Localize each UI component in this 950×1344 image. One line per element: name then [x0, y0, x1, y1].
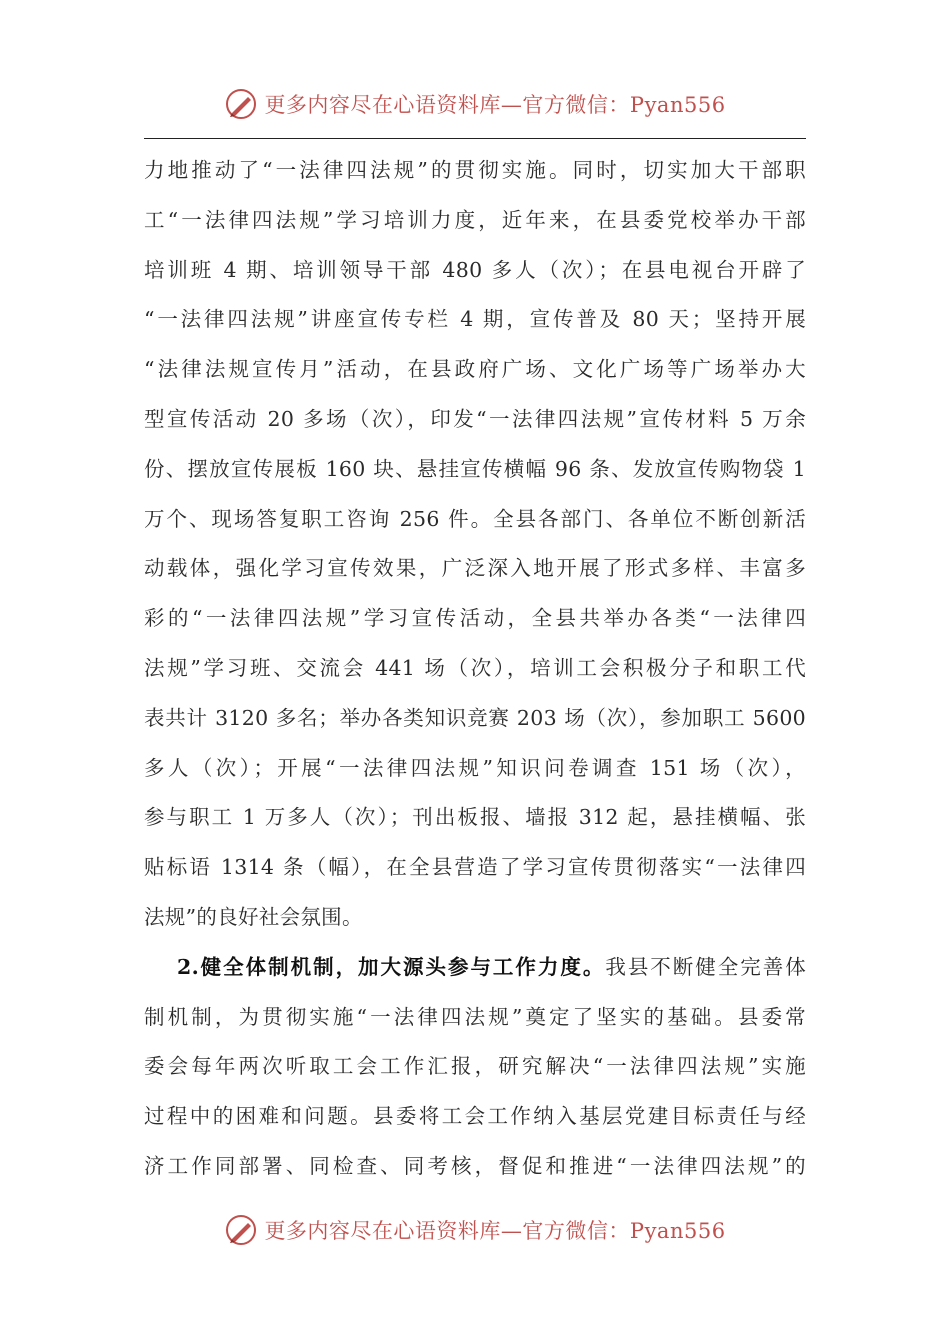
paragraph-line: 法规”的良好社会氛围。: [144, 904, 363, 929]
page-footer: [0, 1206, 950, 1254]
paragraph-line: 动载体，强化学习宣传效果，广泛深入地开展了形式多样、丰富多: [144, 556, 806, 581]
paragraph-line: 彩的“一法律四法规”学习宣传活动，全县共举办各类“一法律四: [144, 606, 806, 631]
paragraph-line: 法规”学习班、交流会 441 场（次），培训工会积极分子和职工代: [144, 655, 806, 680]
section-2-first-line: [144, 943, 806, 993]
paragraph-line: 贴标语 1314 条（幅），在全县营造了学习宣传贯彻落实“一法律四: [144, 855, 806, 880]
header-banner: [224, 87, 725, 121]
paragraph-line: 型宣传活动 20 多场（次），印发“一法律四法规”宣传材料 5 万余: [144, 406, 806, 431]
paragraph-line: 工“一法律四法规”学习培训力度，近年来，在县委党校举办干部: [144, 207, 806, 232]
paragraph-line: 万个、现场答复职工咨询 256 件。全县各部门、各单位不断创新活: [144, 506, 806, 531]
paragraph-line: 制机制，为贯彻实施“一法律四法规”奠定了坚实的基础。县委常: [144, 1004, 806, 1029]
document-body: [144, 146, 806, 1192]
pen-logo-icon: [224, 87, 258, 121]
paragraph-line: 过程中的困难和问题。县委将工会工作纳入基层党建目标责任与经: [144, 1104, 806, 1129]
paragraph-line: 参与职工 1 万多人（次）；刊出板报、墙报 312 起，悬挂横幅、张: [144, 805, 806, 830]
paragraph-line: 力地推动了“一法律四法规”的贯彻实施。同时，切实加大干部职: [144, 158, 806, 182]
paragraph-line: 多人（次）；开展“一法律四法规”知识问卷调查 151 场（次），: [144, 755, 806, 780]
paragraph-line: 委会每年两次听取工会工作汇报，研究解决“一法律四法规”实施: [144, 1054, 806, 1079]
section-2-heading: 2.健全体制机制，加大源头参与工作力度。: [177, 954, 606, 979]
section-2-text: 我县不断健全完善体: [605, 954, 806, 979]
paragraph-line: 培训班 4 期、培训领导干部 480 多人（次）；在县电视台开辟了: [144, 257, 806, 282]
header-banner-text: 更多内容尽在心语资料库—官方微信：Pyan556: [264, 93, 726, 117]
paragraph-line: 济工作同部署、同检查、同考核，督促和推进“一法律四法规”的: [144, 1153, 806, 1178]
paragraph-line: 表共计 3120 多名；举办各类知识竞赛 203 场（次），参加职工 5600: [144, 705, 806, 730]
pen-logo-icon: [224, 1213, 258, 1247]
page-header: [0, 80, 950, 128]
paragraph-line: 份、摆放宣传展板 160 块、悬挂宣传横幅 96 条、发放宣传购物袋 1: [144, 456, 806, 481]
header-divider: [144, 138, 806, 139]
paragraph-line: “法律法规宣传月”活动，在县政府广场、文化广场等广场举办大: [144, 357, 806, 382]
paragraph-line: “一法律四法规”讲座宣传专栏 4 期，宣传普及 80 天；坚持开展: [144, 307, 806, 332]
footer-banner-text: 更多内容尽在心语资料库—官方微信：Pyan556: [264, 1219, 726, 1243]
footer-banner: [224, 1213, 725, 1247]
